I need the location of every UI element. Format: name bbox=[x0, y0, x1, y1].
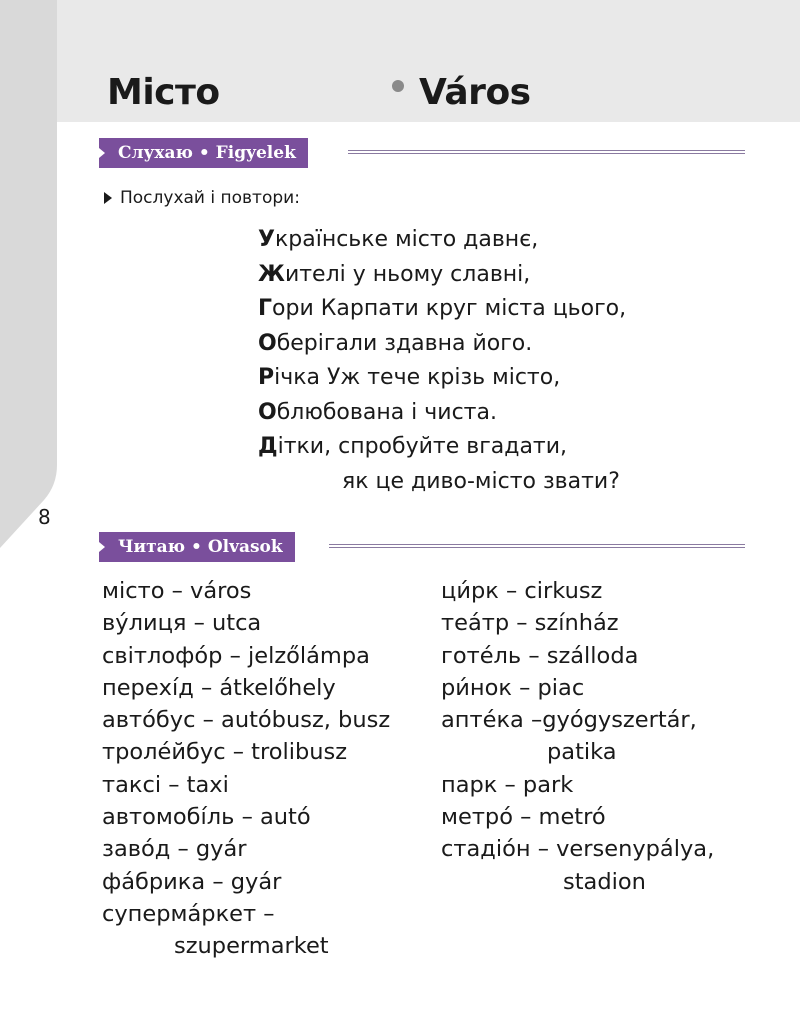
vocab-item: метро́ – metró bbox=[441, 804, 606, 831]
title-separator-dot bbox=[392, 80, 404, 92]
vocab-item: теа́тр – színház bbox=[441, 610, 619, 637]
vocab-item: світлофо́р – jelzőlámpa bbox=[102, 642, 370, 669]
vocab-item-continuation: patika bbox=[547, 739, 617, 766]
poem-line-text: ителі у ньому славні, bbox=[284, 261, 531, 287]
poem-line bbox=[258, 396, 626, 431]
poem-last-line: як це диво-місто звати? bbox=[342, 468, 620, 494]
poem-line bbox=[258, 258, 626, 293]
poem-line-text: ори Карпати круг міста цього, bbox=[272, 296, 627, 321]
vocab-item: автомобі́ль – autó bbox=[102, 804, 311, 831]
poem-line bbox=[258, 361, 626, 396]
vocab-item: ри́нок – piac bbox=[441, 674, 585, 701]
section-rule bbox=[329, 544, 745, 548]
page-title-ukrainian: Місто bbox=[107, 72, 220, 113]
bullet-triangle-icon bbox=[104, 192, 112, 204]
poem-initial: Ж bbox=[258, 261, 285, 287]
vocab-item: ци́рк – cirkusz bbox=[441, 578, 603, 604]
section-header-read bbox=[99, 532, 745, 562]
vocab-item: авто́бус – autóbusz, busz bbox=[102, 707, 391, 734]
vocab-item: заво́д – gyár bbox=[102, 836, 247, 863]
poem bbox=[258, 223, 626, 499]
poem-initial: О bbox=[258, 399, 277, 425]
section-label-read: Читаю • Olvasok bbox=[99, 532, 295, 562]
poem-line bbox=[258, 223, 626, 258]
section-rule bbox=[348, 150, 745, 154]
vocab-item: апте́ка –gyógyszertár, bbox=[441, 707, 697, 734]
instruction-label: Послухай і повтори: bbox=[120, 188, 300, 208]
poem-line bbox=[258, 327, 626, 362]
page-number: 8 bbox=[38, 505, 51, 529]
vocab-item: готе́ль – szálloda bbox=[441, 642, 639, 669]
vocab-item: троле́йбус – trolibusz bbox=[102, 739, 348, 766]
poem-line bbox=[258, 292, 626, 327]
poem-line-text: блюбована і чиста. bbox=[276, 399, 497, 425]
poem-line-text: ітки, спробуйте вгадати, bbox=[277, 434, 568, 459]
vocab-item: суперма́ркет – bbox=[102, 900, 275, 927]
section-header-listen bbox=[99, 138, 745, 168]
vocab-item: стадіо́н – versenypálya, bbox=[441, 836, 715, 863]
vocab-item-continuation: stadion bbox=[563, 868, 646, 895]
vocab-list-right bbox=[441, 575, 714, 898]
instruction-text bbox=[104, 188, 300, 208]
poem-line bbox=[258, 430, 626, 465]
page-title-hungarian: Város bbox=[419, 72, 531, 113]
poem-initial: Р bbox=[258, 365, 275, 390]
poem-initial: О bbox=[258, 330, 277, 356]
poem-initial: У bbox=[258, 227, 275, 252]
vocab-item: перехі́д – átkelőhely bbox=[102, 674, 336, 701]
vocab-item: ву́лиця – utca bbox=[102, 610, 262, 637]
vocab-item: парк – park bbox=[441, 771, 574, 798]
vocab-item: місто – város bbox=[102, 578, 252, 604]
poem-line-text: країнське місто давнє, bbox=[274, 227, 539, 252]
poem-initial: Г bbox=[258, 296, 273, 321]
vocab-item: фа́брика – gyár bbox=[102, 868, 282, 895]
poem-line-text: ічка Уж тече крізь місто, bbox=[274, 365, 561, 390]
section-label-listen: Слухаю • Figyelek bbox=[99, 138, 308, 168]
poem-line-text: берігали здавна його. bbox=[276, 330, 533, 356]
vocab-item: таксі – taxi bbox=[102, 771, 229, 798]
vocab-list-left bbox=[102, 575, 390, 963]
vocab-item-continuation: szupermarket bbox=[174, 933, 329, 960]
poem-initial: Д bbox=[258, 434, 278, 459]
